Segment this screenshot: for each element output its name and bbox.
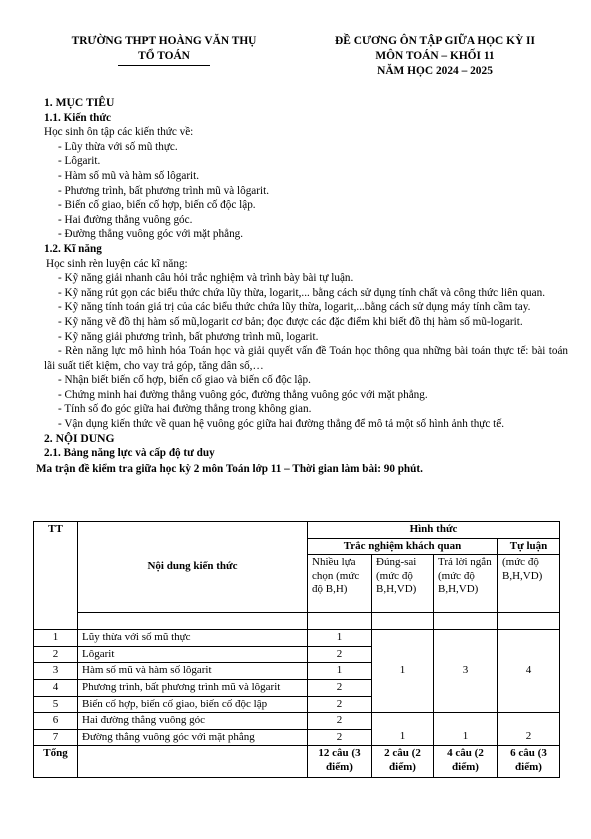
row-content: Phương trình, bất phương trình mũ và lôgarit <box>78 679 308 696</box>
knowledge-heading: 1.1. Kiến thức <box>44 111 111 124</box>
row-content: Biến cố hợp, biến cố giao, biến cố độc lập <box>78 696 308 713</box>
row-tt: 4 <box>34 679 78 696</box>
table-row <box>34 713 560 730</box>
section-1-heading: 1. MỤC TIÊU <box>44 96 115 109</box>
skills-item: - Kỹ năng tính toán giá trị của các biểu thức chứa lũy thừa, logarit,...bằng cách sử dụng máy tính cầm tay. <box>58 301 531 314</box>
table-row <box>34 729 560 746</box>
skills-item: - Kỹ năng vẽ đồ thị hàm số mũ,logarit cơ bản; đọc được các đặc điểm khi biết đồ thị hàm số mũ-logarit. <box>58 315 523 328</box>
knowledge-item: - Biến cố giao, biến cố hợp, biến cố độc lập. <box>58 199 256 212</box>
row-content: Lôgarit <box>78 646 308 663</box>
school-name: TRƯỜNG THPT HOÀNG VĂN THỤ <box>71 35 257 47</box>
header-essay: Tự luận <box>498 538 560 555</box>
total-short-answer: 4 câu (2 điểm) <box>434 746 498 778</box>
spacer-cell <box>308 613 372 630</box>
knowledge-item: - Lôgarit. <box>58 155 101 168</box>
skills-item: - Kỹ năng giải phương trình, bất phương trình mũ, logarit. <box>58 330 319 343</box>
group1-short-answer: 3 <box>434 630 498 713</box>
knowledge-item: - Hai đường thẳng vuông góc. <box>58 213 193 226</box>
header-underline <box>118 65 210 66</box>
knowledge-item: - Hàm số mũ và hàm số lôgarit. <box>58 169 200 182</box>
spacer-cell <box>498 613 560 630</box>
table-caption: Ma trận đề kiểm tra giữa học kỳ 2 môn Toán lớp 11 – Thời gian làm bài: 90 phút. <box>36 462 423 475</box>
row-multi: 1 <box>308 630 372 647</box>
spacer-cell <box>34 613 78 630</box>
header-mcq-group: Trắc nghiệm khách quan <box>308 538 498 555</box>
skills-heading: 1.2. Kĩ năng <box>44 242 102 255</box>
skills-intro: Học sinh rèn luyện các kĩ năng: <box>46 257 188 270</box>
section-2-1-heading: 2.1. Bảng năng lực và cấp độ tư duy <box>44 447 215 460</box>
skills-item: - Nhận biết biến cố hợp, biến cố giao và biến cố độc lập. <box>58 374 311 387</box>
row-multi: 2 <box>308 729 372 746</box>
group2-short-answer: 1 <box>434 729 498 746</box>
header-essay-level: (mức độ B,H,VD) <box>498 555 560 613</box>
group2-true-false: 1 <box>372 729 434 746</box>
header-tt: TT <box>34 522 78 613</box>
header-multiple-choice: Nhiều lựa chọn (mức độ B,H) <box>308 555 372 613</box>
skills-item: - Rèn năng lực mô hình hóa Toán học và giải quyết vấn đề Toán học thông qua những bài toán thực tế: bài toán lãi suất tiết kiệm, cho vay trả góp, tăng dân số,… <box>44 345 568 372</box>
header-form: Hình thức <box>308 522 560 539</box>
total-true-false: 2 câu (2 điểm) <box>372 746 434 778</box>
row-tt: 2 <box>34 646 78 663</box>
document-title: ĐỀ CƯƠNG ÔN TẬP GIỮA HỌC KỲ II <box>335 35 535 47</box>
row-tt: 6 <box>34 713 78 730</box>
total-content-empty <box>78 746 308 778</box>
row-tt: 7 <box>34 729 78 746</box>
row-content: Lũy thừa với số mũ thực <box>78 630 308 647</box>
group2-spacer <box>498 713 560 730</box>
document-subject: MÔN TOÁN – KHỐI 11 <box>375 50 495 62</box>
row-content: Đường thẳng vuông góc với mặt phẳng <box>78 729 308 746</box>
document-header <box>300 34 570 79</box>
total-multi: 12 câu (3 điểm) <box>308 746 372 778</box>
skills-item: - Vận dụng kiến thức về quan hệ vuông góc giữa hai đường thẳng để mô tả một số hình ảnh thực tế. <box>58 418 504 431</box>
document-body <box>36 96 568 476</box>
document-year: NĂM HỌC 2024 – 2025 <box>377 65 493 77</box>
row-tt: 3 <box>34 663 78 680</box>
group2-spacer <box>372 713 434 730</box>
total-label: Tổng <box>34 746 78 778</box>
department-name: TỔ TOÁN <box>138 50 190 62</box>
spacer-cell <box>372 613 434 630</box>
knowledge-intro: Học sinh ôn tập các kiến thức về: <box>44 126 194 139</box>
skills-item: - Kỹ năng rút gọn các biểu thức chứa lũy thừa, logarit,... bằng cách sử dụng tính chất và công thức liên quan. <box>58 286 546 299</box>
header-content: Nội dung kiến thức <box>78 522 308 613</box>
row-tt: 5 <box>34 696 78 713</box>
group1-true-false: 1 <box>372 630 434 713</box>
table-row <box>34 630 560 647</box>
group2-spacer <box>434 713 498 730</box>
skills-item: - Tính số đo góc giữa hai đường thẳng trong không gian. <box>58 403 312 416</box>
school-header <box>44 34 284 66</box>
section-2-heading: 2. NỘI DUNG <box>44 431 115 445</box>
row-content: Hai đường thẳng vuông góc <box>78 713 308 730</box>
group1-essay: 4 <box>498 630 560 713</box>
knowledge-item: - Đường thẳng vuông góc với mặt phẳng. <box>58 228 244 241</box>
total-essay: 6 câu (3 điểm) <box>498 746 560 778</box>
knowledge-item: - Lũy thừa với số mũ thực. <box>58 140 178 153</box>
row-multi: 2 <box>308 646 372 663</box>
row-multi: 2 <box>308 679 372 696</box>
row-multi: 1 <box>308 663 372 680</box>
skills-item: - Chứng minh hai đường thẳng vuông góc, đường thẳng vuông góc với mặt phẳng. <box>58 388 428 401</box>
group2-essay: 2 <box>498 729 560 746</box>
header-short-answer: Trả lời ngắn (mức độ B,H,VD) <box>434 555 498 613</box>
spacer-cell <box>78 613 308 630</box>
skills-item: - Kỹ năng giải nhanh câu hỏi trắc nghiệm và trình bày bài tự luận. <box>58 272 354 285</box>
row-multi: 2 <box>308 696 372 713</box>
row-multi: 2 <box>308 713 372 730</box>
spacer-cell <box>434 613 498 630</box>
total-row <box>34 746 560 778</box>
row-content: Hàm số mũ và hàm số lôgarit <box>78 663 308 680</box>
exam-matrix-table <box>33 521 560 778</box>
knowledge-item: - Phương trình, bất phương trình mũ và lôgarit. <box>58 184 270 197</box>
header-true-false: Đúng-sai (mức độ B,H,VD) <box>372 555 434 613</box>
row-tt: 1 <box>34 630 78 647</box>
